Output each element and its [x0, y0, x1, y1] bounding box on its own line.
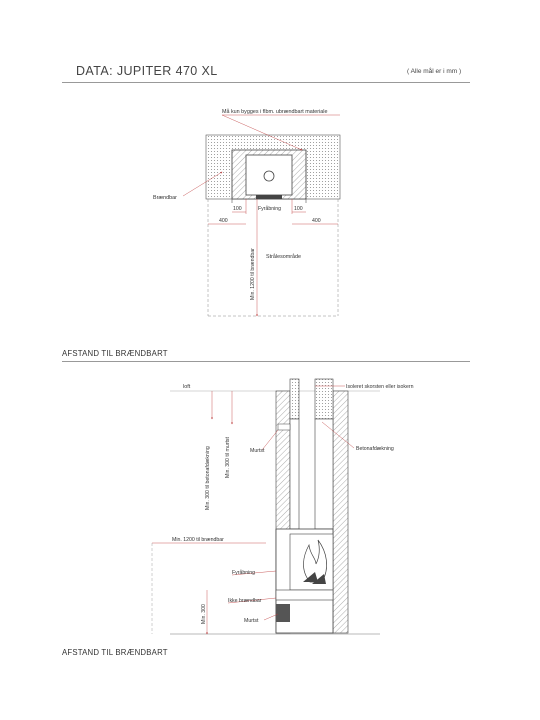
units-note: ( Alle mål er i mm ) — [407, 68, 462, 75]
label-combustible: Brændbar — [153, 195, 177, 201]
page-title: DATA: JUPITER 470 XL — [76, 64, 218, 78]
label-opening-top: Fyråbning — [258, 206, 282, 212]
chimney-left — [290, 379, 299, 419]
label-opening-side: Fyråbning — [232, 570, 256, 576]
opening-bar — [256, 195, 282, 199]
label-radiation: Strålesområde — [266, 254, 302, 260]
label-non-combustible: Ikke brændbar — [228, 598, 262, 604]
dim-outer-right: 400 — [312, 218, 321, 224]
label-concrete-cover: Betonafdækning — [356, 446, 394, 452]
section-heading-1: AFSTAND TIL BRÆNDBART — [62, 349, 168, 358]
plan-view — [153, 108, 340, 316]
section-view — [152, 379, 414, 634]
dim-side-left: 100 — [233, 206, 242, 212]
chimney-right — [315, 379, 333, 419]
label-ceiling: loft — [183, 384, 191, 390]
dim-side-right: 100 — [294, 206, 303, 212]
section-heading-2: AFSTAND TIL BRÆNDBART — [62, 648, 168, 657]
label-min-300-concrete: Min. 300 til betonafdækning — [205, 446, 211, 510]
note-material: Må kun bygges i flbm. ubrændbart materiale — [222, 109, 328, 115]
label-min-1200: Min. 1200 til brændbar — [172, 537, 224, 543]
fireplace-body — [246, 155, 292, 195]
masonry-block — [276, 604, 290, 622]
dim-outer-left: 400 — [219, 218, 228, 224]
label-masonry-upper: Murtst — [250, 448, 265, 454]
label-insulated-chimney: Isoleret skorsten eller isokern — [346, 384, 414, 390]
label-min-distance-top: Min. 1200 til brændbar — [250, 248, 256, 300]
right-wall — [333, 391, 348, 633]
label-masonry-lower: Murtst — [244, 618, 259, 624]
label-min-300-masonry: Min. 300 til murtst — [225, 437, 231, 478]
label-min-300: Min. 300 — [201, 604, 207, 624]
